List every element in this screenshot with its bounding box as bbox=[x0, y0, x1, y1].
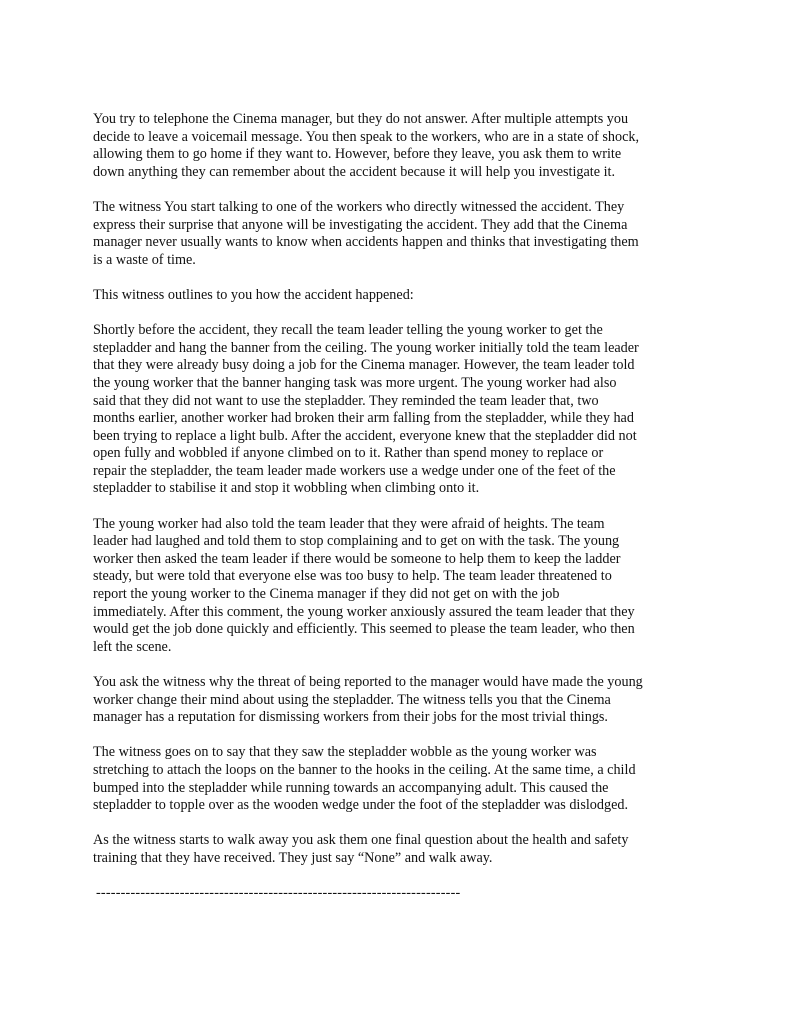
paragraph-stepladder-wobble: The witness goes on to say that they saw the stepladder wobble as the young worker was stretching to attach the loops on the banner to the hooks in the ceiling. At the same time, a child bumped into the stepladder while running towards an accompanying adult. This caused the stepladder to topple over as the wooden wedge under the foot of the stepladder was dislodged. bbox=[93, 744, 636, 814]
document-body bbox=[93, 111, 705, 903]
paragraph-outline: This witness outlines to you how the accident happened: bbox=[93, 286, 414, 303]
paragraph-threat: You ask the witness why the threat of being reported to the manager would have made the young worker change their mind about using the stepladder. The witness tells you that the Cinema manager has a reputation for dismissing workers from their jobs for the most trivial things. bbox=[93, 674, 643, 726]
paragraph-fear-of-heights: The young worker had also told the team leader that they were afraid of heights. The team leader had laughed and told them to stop complaining and to get on with the task. The young worker then asked the team leader if there would be someone to help them to keep the ladder steady, but were told that everyone else was too busy to help. The team leader threatened to report the young worker to the Cinema manager if they did not get on with the job immediately. After this comment, the young worker anxiously assured the team leader that they would get the job done quickly and efficiently. This seemed to please the team leader, who then left the scene. bbox=[93, 515, 635, 655]
paragraph-voicemail: You try to telephone the Cinema manager, but they do not answer. After multiple attempts you decide to leave a voicemail message. You then speak to the workers, who are in a state of shock, allowing them to go home if they want to. However, before they leave, you ask them to write down anything they can remember about the accident because it will help you investigate it. bbox=[93, 111, 640, 180]
paragraph-witness-intro: The witness You start talking to one of the workers who directly witnessed the accident. They express their surprise that anyone will be investigating the accident. They add that the Cinema manager never usually wants to know when accidents happen and thinks that investigating them is a waste of time. bbox=[93, 198, 639, 268]
paragraph-before-accident: Shortly before the accident, they recall the team leader telling the young worker to get the stepladder and hang the banner from the ceiling. The young worker initially told the team leader that they were already busy doing a job for the Cinema manager. However, the team leader told the young worker that the banner hanging task was more urgent. The young worker had also said that they did not want to use the stepladder. They reminded the team leader that, two months earlier, another worker had broken their arm falling from the stepladder, while they had been trying to replace a light bulb. After the accident, everyone knew that the stepladder did not open fully and wobbled if anyone climbed on to it. Rather than spend money to replace or repair the stepladder, the team leader made workers use a wedge under one of the feet of the stepladder to stabilise it and stop it wobbling when climbing onto it. bbox=[93, 322, 639, 497]
paragraph-training: As the witness starts to walk away you ask them one final question about the health and safety training that they have received. They just say “None” and walk away. bbox=[93, 832, 629, 866]
dashed-separator: -------------------------------------------------------------------------- bbox=[96, 885, 461, 902]
